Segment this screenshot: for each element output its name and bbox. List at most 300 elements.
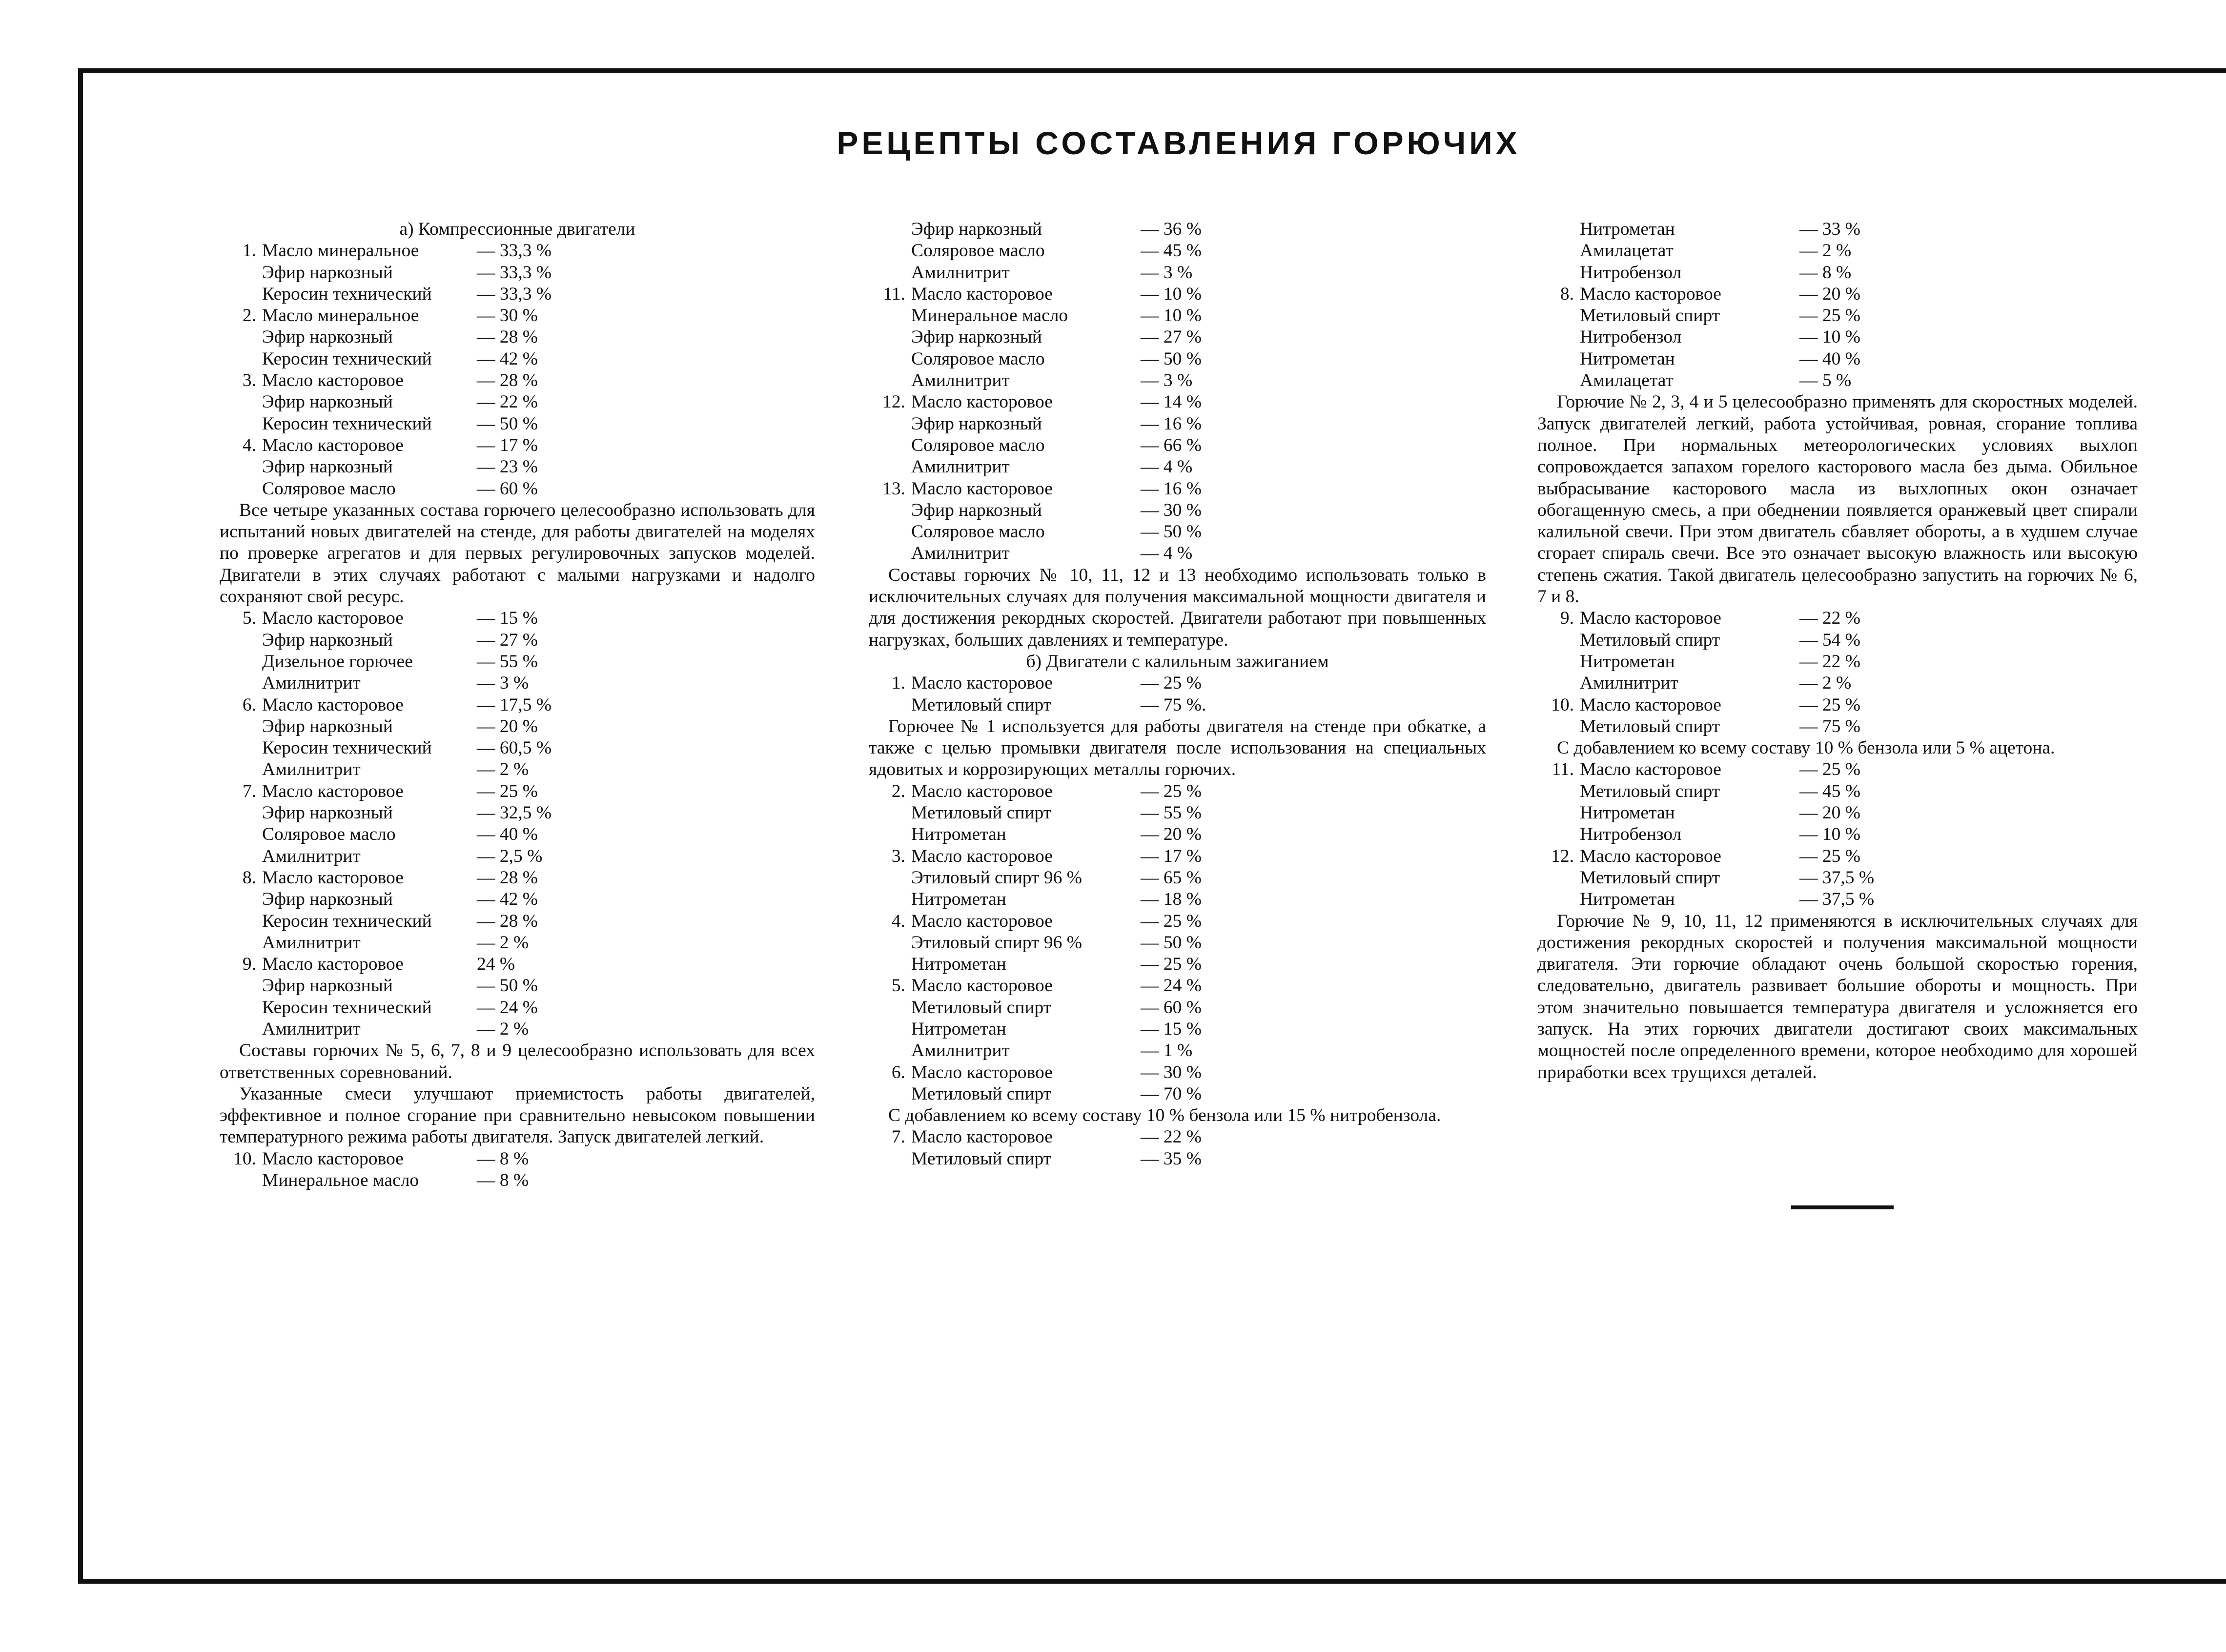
recipe-row [869, 348, 1486, 370]
recipe-row [220, 781, 815, 802]
recipe-row [220, 435, 815, 456]
ingredient-name: Соляровое масло [262, 478, 396, 499]
ingredient-name: Масло минеральное [262, 241, 419, 261]
ingredient-name: Масло минеральное [262, 306, 419, 326]
ingredient-percent: — 10 % [1799, 327, 1860, 347]
ingredient-name: Эфир наркозный [262, 327, 393, 347]
ingredient-name: Эфир наркозный [262, 262, 393, 283]
recipe-number [220, 651, 262, 673]
ingredient-name: Соляровое масло [911, 348, 1045, 369]
recipe-number [869, 456, 911, 478]
recipe-number [869, 802, 911, 824]
recipe-number [869, 219, 911, 240]
column-middle [869, 219, 1486, 1170]
recipe-number [220, 997, 262, 1019]
recipe-row [869, 521, 1486, 543]
recipe-row [869, 305, 1486, 326]
recipe-row [220, 284, 815, 305]
recipe-number: 10. [233, 1148, 256, 1169]
recipe-number [220, 348, 262, 370]
ingredient-percent: — 20 % [1799, 803, 1860, 823]
recipe-row [220, 456, 815, 478]
recipe-number [220, 478, 262, 500]
ingredient-name: Масло касторовое [911, 284, 1053, 304]
recipe-number [869, 262, 911, 284]
ingredient-name: Масло касторовое [911, 478, 1053, 499]
ingredient-name: Масло касторовое [911, 392, 1053, 412]
ingredient-percent: — 1 % [1141, 1040, 1193, 1061]
recipe-row [220, 1170, 815, 1191]
ingredient-percent: — 22 % [1799, 651, 1860, 672]
recipe-row [869, 867, 1486, 889]
ingredient-name: Амилнитрит [1580, 673, 1678, 693]
recipe-number [869, 824, 911, 845]
ingredient-percent: — 2 % [477, 932, 529, 953]
recipe-row [220, 326, 815, 348]
recipe-number [220, 456, 262, 478]
recipe-row [869, 240, 1486, 262]
ingredient-name: Амилнитрит [911, 543, 1010, 564]
ingredient-percent: — 30 % [477, 306, 538, 326]
ingredient-name: Масло касторовое [262, 954, 404, 975]
recipe-row [869, 802, 1486, 824]
ingredient-percent: — 10 % [1799, 824, 1860, 845]
recipe-list [869, 673, 1486, 716]
ingredient-percent: — 55 % [1141, 803, 1202, 823]
ingredient-percent: — 14 % [1141, 392, 1202, 412]
recipe-number: 12. [1551, 846, 1574, 866]
recipe-number [1537, 673, 1580, 694]
ingredient-name: Метиловый спирт [1580, 781, 1720, 801]
ingredient-name: Масло касторовое [262, 370, 404, 391]
recipe-number: 3. [242, 370, 256, 391]
recipe-number [1537, 219, 1580, 240]
ingredient-name: Эфир наркозный [262, 630, 393, 650]
recipe-list [869, 1126, 1486, 1170]
recipe-number [869, 932, 911, 954]
recipe-number [220, 284, 262, 305]
recipe-number [869, 543, 911, 564]
recipe-row [869, 997, 1486, 1019]
recipe-number: 4. [242, 435, 256, 455]
recipe-number [1537, 348, 1580, 370]
recipe-row [1537, 802, 2138, 824]
column-right [1537, 219, 2138, 1083]
ingredient-percent: — 55 % [477, 651, 538, 672]
paragraph: Горючие № 9, 10, 11, 12 применяются в исключительных случаях для достижения рекордных скоростей и получения максимальной мощности двигателя. Эти горючие обладают очень большой скоростью горения, следовательно, двигатель развивает большие обороты и мощность. При этом значительно повышается температура двигателя и усложняется его запуск. На этих горючих двигатели достигают своих максимальных мощностей после определенного времени, которое необходимо для хорошей приработки всех трущихся деталей. [1537, 911, 2138, 1082]
ingredient-percent: — 32,5 % [477, 803, 552, 823]
recipe-number: 7. [891, 1127, 905, 1147]
recipe-row [1537, 651, 2138, 673]
recipe-row [220, 240, 815, 262]
ingredient-percent: — 15 % [477, 608, 538, 629]
ingredient-name: Метиловый спирт [911, 803, 1052, 823]
recipe-row [220, 370, 815, 391]
recipe-number [869, 997, 911, 1019]
recipe-row [220, 391, 815, 413]
recipe-number [220, 1170, 262, 1191]
recipe-number [220, 630, 262, 651]
recipe-row [1537, 370, 2138, 391]
ingredient-name: Метиловый спирт [911, 694, 1052, 715]
page-title: РЕЦЕПТЫ СОСТАВЛЕНИЯ ГОРЮЧИХ [837, 125, 1521, 161]
ingredient-name: Амилнитрит [262, 846, 361, 866]
recipe-number [220, 846, 262, 867]
recipe-list [220, 240, 815, 500]
recipe-number: 5. [891, 976, 905, 996]
recipe-number [220, 413, 262, 435]
recipe-number [220, 391, 262, 413]
recipe-number: 9. [242, 954, 256, 975]
recipe-row [220, 911, 815, 932]
recipe-number: 6. [242, 694, 256, 715]
ingredient-name: Эфир наркозный [262, 976, 393, 996]
ingredient-name: Амилацетат [1580, 241, 1674, 261]
recipe-number [869, 521, 911, 543]
ingredient-name: Метиловый спирт [1580, 867, 1720, 888]
recipe-row [220, 975, 815, 997]
ingredient-percent: — 28 % [477, 911, 538, 931]
ingredient-percent: — 50 % [477, 413, 538, 434]
ingredient-percent: — 8 % [477, 1170, 529, 1191]
ingredient-percent: — 25 % [1799, 694, 1860, 715]
recipe-number [869, 1040, 911, 1061]
recipe-number: 6. [891, 1062, 905, 1082]
paragraph: С добавлением ко всему составу 10 % бензола или 15 % нитробензола. [888, 1105, 1441, 1126]
ingredient-percent: — 23 % [477, 457, 538, 477]
recipe-row [869, 219, 1486, 240]
recipe-row [220, 262, 815, 284]
ingredient-percent: — 50 % [1141, 932, 1202, 953]
recipe-number [1537, 262, 1580, 284]
ingredient-percent: — 33 % [1799, 219, 1860, 239]
ingredient-percent: — 37,5 % [1799, 889, 1875, 910]
recipe-list [1537, 219, 2138, 391]
ingredient-name: Нитрометан [1580, 889, 1675, 910]
ingredient-name: Нитрометан [911, 824, 1006, 845]
recipe-row [869, 1148, 1486, 1170]
ingredient-name: Амилнитрит [911, 1040, 1010, 1061]
ingredient-percent: — 37,5 % [1799, 867, 1875, 888]
ingredient-name: Масло касторовое [262, 435, 404, 455]
recipe-row [869, 391, 1486, 413]
ingredient-percent: — 2,5 % [477, 846, 543, 866]
recipe-number [220, 716, 262, 737]
ingredient-percent: — 35 % [1141, 1148, 1202, 1169]
recipe-number [1537, 370, 1580, 391]
ingredient-name: Амилацетат [1580, 370, 1674, 391]
recipe-number [1537, 651, 1580, 673]
ingredient-percent: — 33,3 % [477, 284, 552, 304]
ingredient-percent: — 22 % [1141, 1127, 1202, 1147]
ingredient-name: Масло касторовое [262, 867, 404, 888]
ingredient-name: Амилнитрит [911, 457, 1010, 477]
ingredient-percent: — 18 % [1141, 889, 1202, 910]
ingredient-name: Эфир наркозный [911, 500, 1042, 520]
end-rule [1791, 1205, 1894, 1209]
ingredient-name: Метиловый спирт [911, 997, 1052, 1018]
ingredient-percent: — 75 % [1799, 716, 1860, 736]
ingredient-name: Керосин технический [262, 997, 432, 1018]
ingredient-percent: — 42 % [477, 348, 538, 369]
ingredient-percent: — 50 % [1141, 522, 1202, 542]
recipe-number [1537, 716, 1580, 737]
ingredient-name: Метиловый спирт [1580, 630, 1720, 650]
ingredient-percent: — 17,5 % [477, 694, 552, 715]
recipe-row [220, 630, 815, 651]
recipe-number [869, 867, 911, 889]
recipe-number: 4. [891, 911, 905, 931]
paragraph: Указанные смеси улучшают приемистость работы двигателей, эффективное и полное сгорание при сравнительно невысоком повышении температурного режима работы двигателя. Запуск двигателей легкий. [220, 1083, 815, 1147]
ingredient-percent: — 3 % [1141, 370, 1193, 391]
ingredient-percent: — 25 % [1141, 673, 1202, 693]
ingredient-name: Масло касторовое [262, 1148, 404, 1169]
recipe-row [220, 802, 815, 824]
recipe-row [869, 1062, 1486, 1083]
ingredient-name: Минеральное масло [262, 1170, 419, 1191]
recipe-row [1537, 846, 2138, 867]
ingredient-name: Соляровое масло [262, 824, 396, 845]
ingredient-name: Нитрометан [911, 889, 1006, 910]
paragraph: Горючие № 2, 3, 4 и 5 целесообразно применять для скоростных моделей. Запуск двигателей легкий, работа устойчивая, ровная, сгорание топлива полное. При нормальных метеорологических условиях выхлоп сопровождается запахом горелого касторового масла без дыма. Обильное выбрасывание касторового масла из выхлопных окон означает обогащенную смесь, а при обеднении появляется оранжевый цвет спирали калильной свечи. При этом двигатель сбавляет обороты, а в худшем случае сгорает спираль свечи. Все это означает высокую влажность или высокую степень сжатия. Такой двигатель целесообразно запустить на горючих № 6, 7 и 8. [1537, 392, 2138, 607]
recipe-row [869, 543, 1486, 564]
recipe-number: 11. [1552, 759, 1574, 780]
recipe-number: 13. [882, 478, 905, 499]
recipe-row [869, 932, 1486, 954]
recipe-row [220, 867, 815, 889]
ingredient-percent: — 22 % [477, 392, 538, 412]
ingredient-name: Масло касторовое [262, 781, 404, 801]
recipe-number [869, 348, 911, 370]
recipe-number [220, 824, 262, 845]
recipe-list [220, 608, 815, 1040]
paragraph: Горючее № 1 используется для работы двигателя на стенде при обкатке, а также с целью промывки двигателя после использования на специальных ядовитых и коррозирующих металлы горючих. [869, 716, 1486, 780]
recipe-number: 12. [882, 392, 905, 412]
recipe-row [869, 500, 1486, 521]
recipe-row [869, 824, 1486, 845]
recipe-row [220, 694, 815, 716]
ingredient-name: Эфир наркозный [262, 889, 393, 910]
ingredient-percent: — 4 % [1141, 543, 1193, 564]
ingredient-name: Масло касторовое [911, 1127, 1053, 1147]
recipe-number [220, 759, 262, 780]
recipe-number [869, 370, 911, 391]
recipe-row [1537, 219, 2138, 240]
recipe-number: 10. [1551, 694, 1574, 715]
ingredient-name: Масло касторовое [262, 694, 404, 715]
recipe-number [220, 889, 262, 910]
recipe-number [869, 435, 911, 456]
ingredient-percent: — 27 % [1141, 327, 1202, 347]
recipe-row [869, 781, 1486, 802]
recipe-number: 11. [883, 284, 905, 304]
recipe-row [869, 694, 1486, 716]
ingredient-name: Этиловый спирт 96 % [911, 932, 1082, 953]
recipe-row [869, 262, 1486, 284]
recipe-row [869, 370, 1486, 391]
ingredient-percent: — 16 % [1141, 413, 1202, 434]
recipe-row [869, 846, 1486, 867]
section-heading-compression: а) Компрессионные двигатели [399, 219, 635, 239]
recipe-row [869, 326, 1486, 348]
recipe-row [869, 1019, 1486, 1040]
recipe-number [220, 932, 262, 954]
ingredient-name: Амилнитрит [262, 932, 361, 953]
recipe-number [1537, 867, 1580, 889]
ingredient-name: Эфир наркозный [262, 716, 393, 736]
recipe-row [1537, 824, 2138, 845]
ingredient-percent: — 2 % [1799, 673, 1852, 693]
recipe-number [220, 262, 262, 284]
recipe-row [220, 954, 815, 975]
recipe-number [220, 802, 262, 824]
ingredient-name: Дизельное горючее [262, 651, 413, 672]
ingredient-name: Нитробензол [1580, 262, 1682, 283]
recipe-list [1537, 759, 2138, 910]
ingredient-name: Метиловый спирт [911, 1083, 1052, 1104]
recipe-number [869, 889, 911, 910]
recipe-number [1537, 781, 1580, 802]
recipe-row [869, 889, 1486, 910]
ingredient-percent: — 40 % [1799, 348, 1860, 369]
ingredient-percent: — 2 % [477, 759, 529, 780]
recipe-row [1537, 630, 2138, 651]
recipe-number [869, 413, 911, 435]
recipe-number [1537, 824, 1580, 845]
ingredient-name: Масло касторовое [911, 673, 1053, 693]
ingredient-name: Керосин технический [262, 348, 432, 369]
recipe-row [869, 413, 1486, 435]
ingredient-percent: — 16 % [1141, 478, 1202, 499]
recipe-row [220, 413, 815, 435]
ingredient-name: Нитрометан [1580, 651, 1675, 672]
ingredient-name: Масло касторовое [911, 781, 1053, 801]
ingredient-percent: — 25 % [1799, 759, 1860, 780]
ingredient-percent: — 65 % [1141, 867, 1202, 888]
ingredient-percent: — 33,3 % [477, 241, 552, 261]
ingredient-percent: — 28 % [477, 867, 538, 888]
recipe-row [869, 954, 1486, 975]
recipe-list [869, 781, 1486, 1105]
ingredient-percent: — 50 % [477, 976, 538, 996]
recipe-list [1537, 608, 2138, 737]
ingredient-name: Соляровое масло [911, 435, 1045, 455]
recipe-row [869, 975, 1486, 997]
ingredient-name: Керосин технический [262, 413, 432, 434]
ingredient-percent: — 27 % [477, 630, 538, 650]
ingredient-percent: — 17 % [1141, 846, 1202, 866]
ingredient-name: Нитрометан [911, 1019, 1006, 1039]
recipe-row [869, 284, 1486, 305]
ingredient-name: Нитрометан [1580, 219, 1675, 239]
recipe-row [1537, 305, 2138, 326]
ingredient-percent: — 60,5 % [477, 738, 552, 758]
ingredient-name: Соляровое масло [911, 241, 1045, 261]
ingredient-percent: — 40 % [477, 824, 538, 845]
ingredient-name: Эфир наркозный [911, 219, 1042, 239]
recipe-row [1537, 716, 2138, 737]
ingredient-percent: — 20 % [1799, 284, 1860, 304]
recipe-row [869, 478, 1486, 500]
column-left [220, 219, 815, 1191]
ingredient-percent: — 5 % [1799, 370, 1852, 391]
ingredient-name: Этиловый спирт 96 % [911, 867, 1082, 888]
recipe-number [1537, 802, 1580, 824]
ingredient-name: Эфир наркозный [262, 457, 393, 477]
ingredient-percent: — 66 % [1141, 435, 1202, 455]
recipe-number [1537, 326, 1580, 348]
ingredient-percent: — 36 % [1141, 219, 1202, 239]
ingredient-percent: 24 % [477, 954, 515, 975]
ingredient-percent: — 25 % [477, 781, 538, 801]
recipe-number [869, 1148, 911, 1170]
ingredient-name: Масло касторовое [1580, 694, 1721, 715]
ingredient-name: Масло касторовое [1580, 846, 1721, 866]
recipe-row [869, 673, 1486, 694]
ingredient-name: Амилнитрит [262, 1019, 361, 1039]
recipe-number [1537, 630, 1580, 651]
recipe-row [220, 348, 815, 370]
ingredient-name: Амилнитрит [911, 370, 1010, 391]
ingredient-percent: — 25 % [1799, 846, 1860, 866]
ingredient-percent: — 2 % [477, 1019, 529, 1039]
ingredient-percent: — 2 % [1799, 241, 1852, 261]
recipe-row [220, 997, 815, 1019]
ingredient-name: Эфир наркозный [911, 413, 1042, 434]
recipe-row [1537, 240, 2138, 262]
recipe-row [220, 1019, 815, 1040]
ingredient-percent: — 30 % [1141, 1062, 1202, 1082]
recipe-row [1537, 889, 2138, 910]
ingredient-percent: — 24 % [1141, 976, 1202, 996]
recipe-row [1537, 694, 2138, 716]
recipe-row [220, 608, 815, 629]
ingredient-name: Амилнитрит [911, 262, 1010, 283]
recipe-row [220, 846, 815, 867]
recipe-row [220, 889, 815, 910]
ingredient-name: Масло касторовое [1580, 759, 1721, 780]
ingredient-name: Керосин технический [262, 284, 432, 304]
recipe-number [220, 673, 262, 694]
recipe-row [869, 1040, 1486, 1061]
ingredient-name: Масло касторовое [1580, 284, 1721, 304]
ingredient-name: Нитробензол [1580, 327, 1682, 347]
ingredient-name: Нитрометан [1580, 803, 1675, 823]
ingredient-percent: — 25 % [1141, 911, 1202, 931]
recipe-row [1537, 262, 2138, 284]
ingredient-percent: — 24 % [477, 997, 538, 1018]
recipe-list [220, 1148, 815, 1192]
recipe-number [869, 326, 911, 348]
section-heading-glow-plug: б) Двигатели с калильным зажиганием [1026, 651, 1329, 672]
ingredient-percent: — 25 % [1141, 954, 1202, 975]
ingredient-percent: — 45 % [1141, 241, 1202, 261]
recipe-number [869, 1019, 911, 1040]
recipe-row [869, 456, 1486, 478]
ingredient-percent: — 4 % [1141, 457, 1193, 477]
recipe-number [1537, 889, 1580, 910]
paragraph: Составы горючих № 10, 11, 12 и 13 необходимо использовать только в исключительных случаях для получения максимальной мощности двигателя и для достижения рекордных скоростей. Двигатели работают при повышенных нагрузках, больших давлениях и температуре. [869, 565, 1486, 650]
ingredient-name: Масло касторовое [911, 911, 1053, 931]
recipe-row [220, 673, 815, 694]
recipe-row [220, 651, 815, 673]
ingredient-percent: — 75 %. [1141, 694, 1206, 715]
ingredient-name: Керосин технический [262, 738, 432, 758]
ingredient-percent: — 20 % [477, 716, 538, 736]
ingredient-percent: — 50 % [1141, 348, 1202, 369]
recipe-number: 9. [1560, 608, 1574, 629]
ingredient-name: Эфир наркозный [911, 327, 1042, 347]
